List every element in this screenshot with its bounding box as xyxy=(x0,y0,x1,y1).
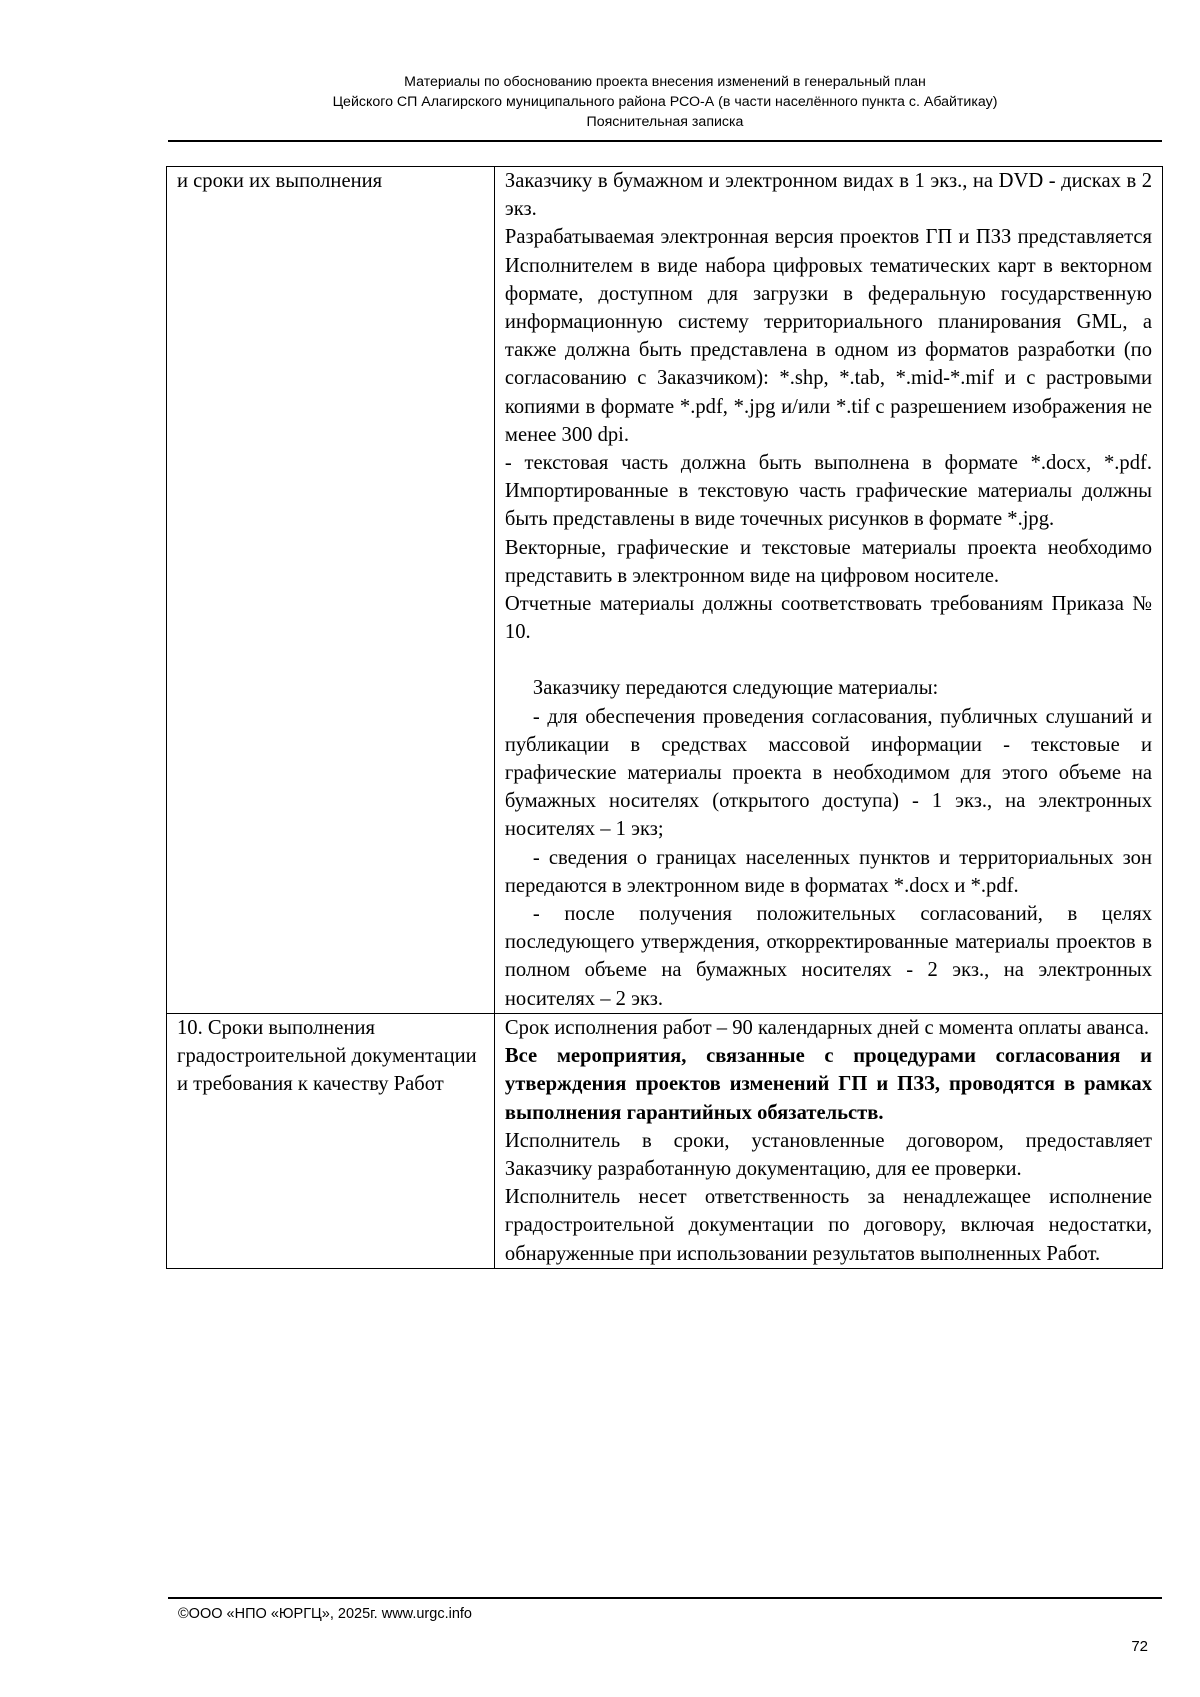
paragraph: Срок исполнения работ – 90 календарных дней с момента оплаты аванса. xyxy=(504,1016,1150,1039)
paragraph: Исполнитель несет ответственность за ненадлежащее исполнение градостроительной документации по договору, включая недостатки, обнаруженные при использовании результатов выполненных Работ. xyxy=(504,1186,1152,1265)
row-label-cell xyxy=(167,167,495,1014)
header-divider xyxy=(168,140,1162,142)
page-number: 72 xyxy=(1131,1638,1148,1655)
row-content-cell xyxy=(494,1013,1162,1268)
header-line-2: Цейского СП Алагирского муниципального района РСО-А (в части населённого пункта с. Абайтикау) xyxy=(332,94,998,110)
table-row xyxy=(167,1013,1163,1268)
paragraph: - текстовая часть должна быть выполнена в формате *.docx, *.pdf. Импортированные в текстовую часть графические материалы должны быть представлены в виде точечных рисунков в формате *.jpg. xyxy=(504,452,1152,531)
footer-copyright: ©ООО «НПО «ЮРГЦ», 2025г. www.urgc.info xyxy=(178,1606,472,1622)
page-header xyxy=(168,72,1162,132)
paragraph: Отчетные материалы должны соответствовать требованиям Приказа № 10. xyxy=(504,593,1152,644)
bold-paragraph: Все мероприятия, связанные с процедурами согласования и утверждения проектов изменений ГП и ПЗЗ, проводятся в рамках выполнения гарантийных обязательств. xyxy=(504,1045,1152,1124)
row-label: 10. Сроки выполнения градостроительной документации и требования к качеству Работ xyxy=(177,1016,477,1096)
row-label: и сроки их выполнения xyxy=(177,170,383,192)
paragraph: - после получения положительных согласований, в целях последующего утверждения, откорректированные материалы проектов в полном объеме на бумажных носителях - 2 экз., на электронных носителях – 2 экз. xyxy=(504,903,1152,1010)
header-line-1: Материалы по обоснованию проекта внесения изменений в генеральный план xyxy=(404,74,926,90)
paragraph: - для обеспечения проведения согласования, публичных слушаний и публикации в средствах массовой информации - текстовые и графические материалы проекта в необходимом для этого объеме на бумажных носителях (открытого доступа) - 1 экз., на электронных носителях – 1 экз; xyxy=(504,705,1152,841)
footer-divider xyxy=(168,1597,1162,1599)
row-label-cell xyxy=(167,1013,495,1268)
paragraph: Разрабатываемая электронная версия проектов ГП и ПЗЗ представляется Исполнителем в виде набора цифровых тематических карт в векторном формате, доступном для загрузки в федеральную государственную информационную систему территориального планирования GML, а также должна быть представлена в одном из форматов разработки (по согласованию с Заказчиком): *.shp, *.tab, *.mid-*.mif и с растровыми копиями в формате *.pdf, *.jpg и/или *.tif с разрешением изображения не менее 300 dpi. xyxy=(504,226,1152,446)
paragraph: Заказчику в бумажном и электронном видах в 1 экз., на DVD - дисках в 2 экз. xyxy=(504,170,1152,221)
paragraph-spacer xyxy=(505,646,1152,674)
paragraph: Векторные, графические и текстовые материалы проекта необходимо представить в электронном виде на цифровом носителе. xyxy=(504,536,1152,587)
paragraph: Заказчику передаются следующие материалы: xyxy=(532,677,939,700)
table-row xyxy=(167,167,1163,1014)
paragraph: Исполнитель в сроки, установленные договором, предоставляет Заказчику разработанную документацию, для ее проверки. xyxy=(504,1129,1152,1180)
requirements-table xyxy=(166,166,1163,1269)
paragraph: - сведения о границах населенных пунктов и территориальных зон передаются в электронном виде в форматах *.docx и *.pdf. xyxy=(504,846,1152,897)
row-content-cell xyxy=(494,167,1162,1014)
header-line-3: Пояснительная записка xyxy=(586,114,744,130)
